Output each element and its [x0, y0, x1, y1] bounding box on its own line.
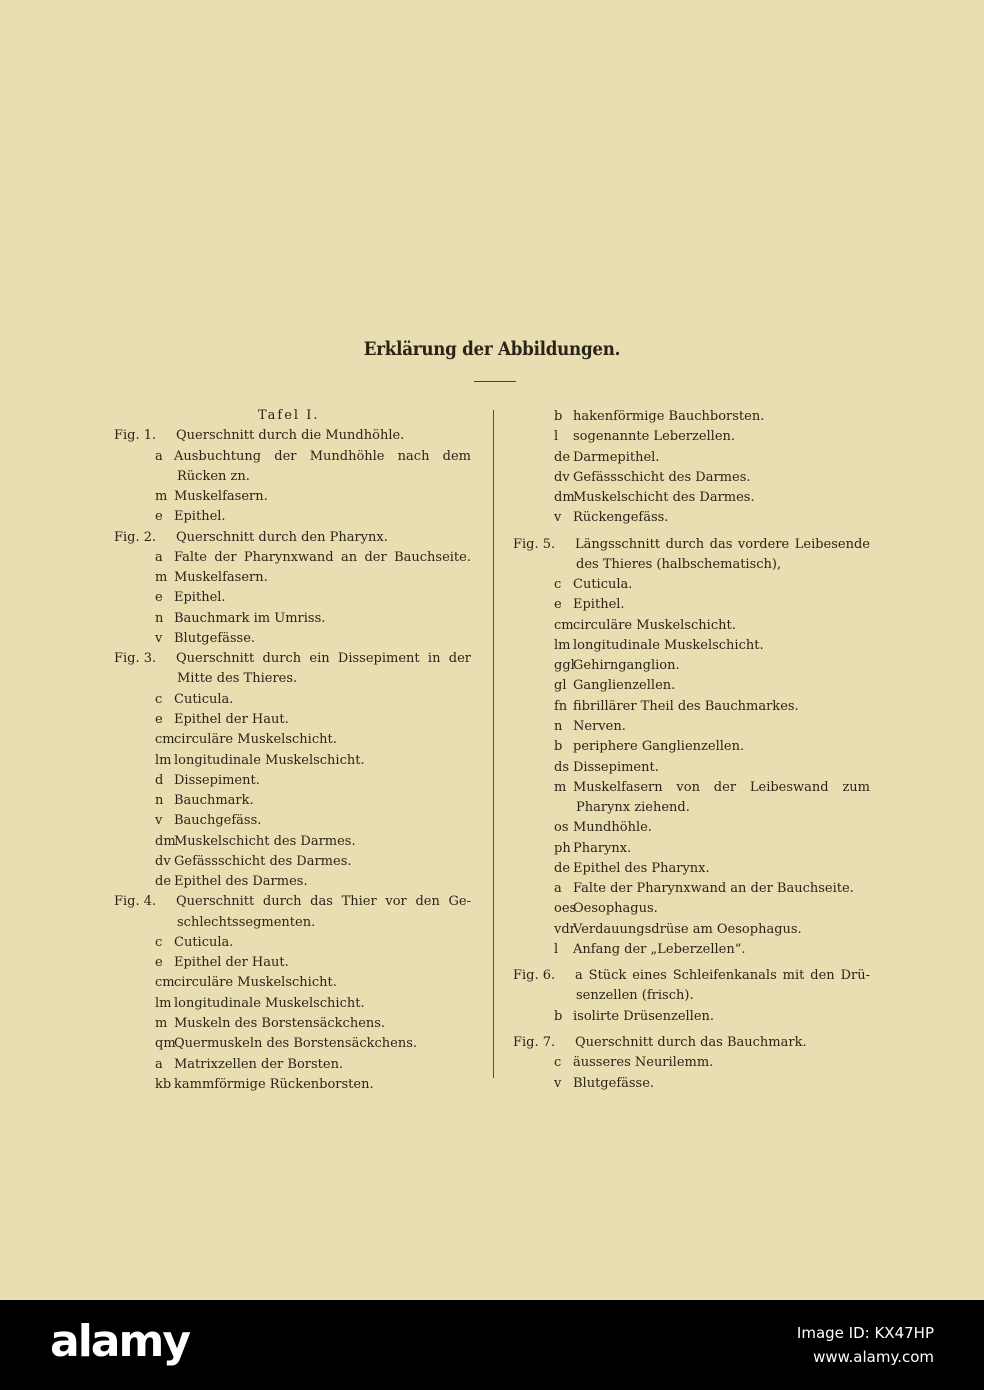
entry-text: Tafel I.: [258, 408, 320, 423]
entry-text: Querschnitt durch die Mundhöhle.: [176, 428, 405, 444]
entry-label: a: [155, 549, 163, 565]
entry-text: Gehirnganglion.: [573, 658, 680, 674]
figure-entry: [513, 1033, 870, 1053]
entry-text: Querschnitt durch ein Dissepiment in der: [176, 651, 471, 667]
entry-label: Fig. 3.: [114, 651, 157, 667]
legend-item: [513, 778, 870, 798]
alamy-logo: alamy: [50, 1316, 189, 1367]
entry-text: Verdauungsdrüse am Oesophagus.: [573, 921, 802, 937]
entry-label: Fig. 6.: [513, 968, 556, 984]
site-url: www.alamy.com: [813, 1348, 934, 1366]
figure-entry: [513, 535, 870, 555]
legend-item: [114, 791, 471, 811]
entry-text: Quermuskeln des Borstensäckchens.: [174, 1036, 418, 1052]
entry-label: m: [155, 570, 168, 586]
entry-label: n: [554, 718, 563, 734]
entry-text: a Stück eines Schleifenkanals mit den Drü-: [575, 968, 870, 984]
entry-label: kb: [155, 1076, 172, 1092]
entry-text: Mitte des Thieres.: [177, 671, 298, 687]
legend-item: [513, 839, 870, 859]
legend-item: [513, 940, 870, 960]
entry-label: de: [554, 860, 571, 876]
entry-label: de: [155, 874, 172, 890]
entry-text: Gefässschicht des Darmes.: [174, 853, 352, 869]
legend-item: [513, 676, 870, 696]
entry-text: Rückengefäss.: [573, 510, 669, 526]
legend-item: [513, 508, 870, 528]
legend-item: [114, 548, 471, 568]
entry-text: longitudinale Muskelschicht.: [573, 637, 764, 653]
entry-text: isolirte Drüsenzellen.: [573, 1008, 715, 1024]
entry-label: ds: [554, 759, 569, 775]
entry-label: qm: [155, 1036, 176, 1052]
figure-entry: [513, 966, 870, 986]
entry-text: Querschnitt durch den Pharynx.: [176, 529, 388, 545]
entry-label: dm: [155, 833, 176, 849]
legend-item: [114, 1055, 471, 1075]
entry-text: Ausbuchtung der Mundhöhle nach dem: [174, 448, 471, 464]
entry-label: cm: [155, 975, 175, 991]
entry-text: Muskelschicht des Darmes.: [573, 490, 755, 506]
legend-item: [114, 1014, 471, 1034]
legend-item: [513, 468, 870, 488]
entry-label: dv: [554, 469, 570, 485]
entry-text: Cuticula.: [174, 934, 234, 950]
entry-label: a: [155, 448, 163, 464]
legend-item: [114, 730, 471, 750]
entry-text: Falte der Pharynxwand an der Bauchseite.: [174, 549, 471, 565]
entry-text: Epithel des Darmes.: [174, 874, 308, 890]
entry-text: periphere Ganglienzellen.: [573, 739, 745, 755]
entry-label: Fig. 4.: [114, 894, 157, 910]
entry-label: dv: [155, 853, 171, 869]
continuation-line: [114, 669, 471, 689]
legend-item: [114, 771, 471, 791]
entry-label: e: [155, 955, 163, 971]
figure-entry: [114, 528, 471, 548]
entry-text: Blutgefässe.: [174, 630, 256, 646]
entry-text: Rücken zn.: [177, 468, 250, 484]
entry-text: Epithel der Haut.: [174, 955, 289, 971]
legend-item: [513, 427, 870, 447]
entry-label: dm: [554, 490, 575, 506]
legend-item: [513, 407, 870, 427]
entry-label: ph: [554, 840, 571, 856]
legend-item: [114, 933, 471, 953]
entry-label: b: [554, 739, 563, 755]
entry-text: senzellen (frisch).: [576, 988, 694, 1004]
legend-item: [114, 973, 471, 993]
entry-text: Cuticula.: [573, 577, 633, 593]
entry-text: longitudinale Muskelschicht.: [174, 995, 365, 1011]
entry-label: vdr: [554, 921, 576, 937]
plate-heading: [114, 406, 471, 426]
legend-item: [513, 717, 870, 737]
entry-label: b: [554, 409, 563, 424]
watermark-footer: [0, 1300, 984, 1390]
entry-text: Darmepithel.: [573, 449, 660, 465]
legend-item: [114, 507, 471, 527]
continuation-line: [513, 555, 870, 575]
legend-item: [114, 953, 471, 973]
entry-text: fibrillärer Theil des Bauchmarkes.: [573, 698, 799, 714]
entry-label: lm: [155, 995, 172, 1011]
legend-item: [114, 629, 471, 649]
entry-text: Muskelfasern.: [174, 570, 268, 586]
entry-label: v: [155, 630, 163, 646]
entry-text: kammförmige Rückenborsten.: [174, 1076, 374, 1092]
entry-label: Fig. 2.: [114, 529, 157, 545]
legend-item: [513, 488, 870, 508]
entry-text: Längsschnitt durch das vordere Leibesende: [575, 536, 870, 552]
entry-text: hakenförmige Bauchborsten.: [573, 409, 765, 424]
legend-item: [513, 758, 870, 778]
entry-text: Pharynx ziehend.: [576, 800, 690, 816]
entry-label: c: [554, 577, 562, 593]
legend-item: [114, 832, 471, 852]
entry-label: c: [554, 1055, 562, 1071]
entry-label: e: [155, 711, 163, 727]
legend-item: [513, 1074, 870, 1094]
entry-text: sogenannte Leberzellen.: [573, 429, 736, 445]
entry-text: Epithel der Haut.: [174, 711, 289, 727]
legend-item: [114, 487, 471, 507]
entry-label: os: [554, 820, 569, 836]
legend-item: [513, 656, 870, 676]
entry-text: Bauchmark.: [174, 793, 254, 809]
legend-item: [513, 448, 870, 468]
entry-text: Bauchmark im Umriss.: [174, 610, 326, 626]
entry-text: Nerven.: [573, 718, 626, 734]
legend-item: [114, 568, 471, 588]
entry-text: des Thieres (halbschematisch),: [576, 556, 782, 572]
entry-label: a: [155, 1056, 163, 1072]
continuation-line: [114, 467, 471, 487]
entry-text: Epithel.: [174, 509, 226, 525]
legend-item: [114, 447, 471, 467]
entry-label: v: [554, 510, 562, 526]
continuation-line: [114, 913, 471, 933]
legend-item: [513, 697, 870, 717]
entry-label: e: [554, 597, 562, 613]
legend-item: [114, 872, 471, 892]
entry-label: l: [554, 429, 559, 445]
entry-label: e: [155, 590, 163, 606]
legend-item: [114, 1034, 471, 1054]
entry-label: m: [155, 1015, 168, 1031]
entry-text: Gefässschicht des Darmes.: [573, 469, 751, 485]
entry-text: Falte der Pharynxwand an der Bauchseite.: [573, 881, 854, 897]
entry-text: Blutgefässe.: [573, 1075, 655, 1091]
entry-text: Muskelfasern von der Leibeswand zum: [573, 779, 870, 795]
entry-label: b: [554, 1008, 563, 1024]
title-rule: [474, 381, 516, 382]
right-column: [513, 407, 870, 1094]
entry-text: circuläre Muskelschicht.: [573, 617, 736, 633]
entry-text: Matrixzellen der Borsten.: [174, 1056, 344, 1072]
continuation-line: [513, 798, 870, 818]
legend-item: [513, 737, 870, 757]
entry-text: Bauchgefäss.: [174, 813, 262, 829]
entry-label: cm: [155, 732, 175, 748]
entry-label: v: [554, 1075, 562, 1091]
figure-entry: [114, 892, 471, 912]
entry-text: Anfang der „Leberzellen“.: [573, 941, 746, 957]
figure-entry: [114, 649, 471, 669]
entry-text: Querschnitt durch das Thier vor den Ge-: [176, 894, 471, 910]
entry-label: lm: [554, 637, 571, 653]
entry-label: oes: [554, 901, 577, 917]
entry-text: Muskeln des Borstensäckchens.: [174, 1015, 386, 1031]
page-title: Erklärung der Abbildungen.: [363, 338, 621, 360]
entry-text: schlechtssegmenten.: [177, 914, 316, 930]
entry-text: circuläre Muskelschicht.: [174, 732, 337, 748]
left-column: [114, 406, 471, 1095]
entry-text: Muskelschicht des Darmes.: [174, 833, 356, 849]
entry-text: Querschnitt durch das Bauchmark.: [575, 1034, 807, 1050]
legend-item: [114, 690, 471, 710]
entry-label: v: [155, 813, 163, 829]
entry-label: lm: [155, 752, 172, 768]
entry-label: cm: [554, 617, 574, 633]
entry-label: m: [155, 489, 168, 505]
entry-label: n: [155, 793, 164, 809]
entry-text: äusseres Neurilemm.: [573, 1055, 714, 1071]
legend-item: [114, 609, 471, 629]
legend-item: [513, 899, 870, 919]
legend-item: [114, 1075, 471, 1095]
entry-label: e: [155, 509, 163, 525]
entry-label: l: [554, 941, 559, 957]
entry-text: Epithel des Pharynx.: [573, 860, 710, 876]
legend-item: [513, 616, 870, 636]
legend-item: [114, 811, 471, 831]
legend-item: [513, 1053, 870, 1073]
entry-label: ggl: [554, 658, 575, 674]
entry-label: c: [155, 934, 163, 950]
entry-label: Fig. 5.: [513, 536, 556, 552]
legend-item: [114, 588, 471, 608]
entry-text: Epithel.: [573, 597, 625, 613]
legend-item: [513, 595, 870, 615]
continuation-line: [513, 986, 870, 1006]
entry-text: Pharynx.: [573, 840, 632, 856]
entry-label: gl: [554, 678, 567, 694]
legend-item: [114, 994, 471, 1014]
legend-item: [513, 859, 870, 879]
legend-item: [114, 751, 471, 771]
legend-item: [114, 710, 471, 730]
entry-label: Fig. 1.: [114, 428, 157, 444]
entry-label: fn: [554, 698, 568, 714]
entry-text: circuläre Muskelschicht.: [174, 975, 337, 991]
entry-label: c: [155, 691, 163, 707]
legend-item: [513, 920, 870, 940]
entry-text: Epithel.: [174, 590, 226, 606]
entry-label: d: [155, 772, 164, 788]
entry-text: Ganglienzellen.: [573, 678, 676, 694]
legend-item: [513, 818, 870, 838]
entry-label: n: [155, 610, 164, 626]
entry-text: Dissepiment.: [174, 772, 260, 788]
entry-text: longitudinale Muskelschicht.: [174, 752, 365, 768]
entry-label: de: [554, 449, 571, 465]
entry-label: Fig. 7.: [513, 1034, 556, 1050]
legend-item: [114, 852, 471, 872]
entry-label: a: [554, 881, 562, 897]
entry-label: m: [554, 779, 567, 795]
image-id: Image ID: KX47HP: [796, 1324, 934, 1342]
legend-item: [513, 1007, 870, 1027]
legend-item: [513, 636, 870, 656]
entry-text: Muskelfasern.: [174, 489, 268, 505]
entry-text: Mundhöhle.: [573, 820, 652, 836]
entry-text: Dissepiment.: [573, 759, 659, 775]
entry-text: Cuticula.: [174, 691, 234, 707]
legend-item: [513, 879, 870, 899]
legend-item: [513, 575, 870, 595]
entry-text: Oesophagus.: [573, 901, 658, 917]
column-divider: [493, 410, 494, 1078]
figure-entry: [114, 426, 471, 446]
